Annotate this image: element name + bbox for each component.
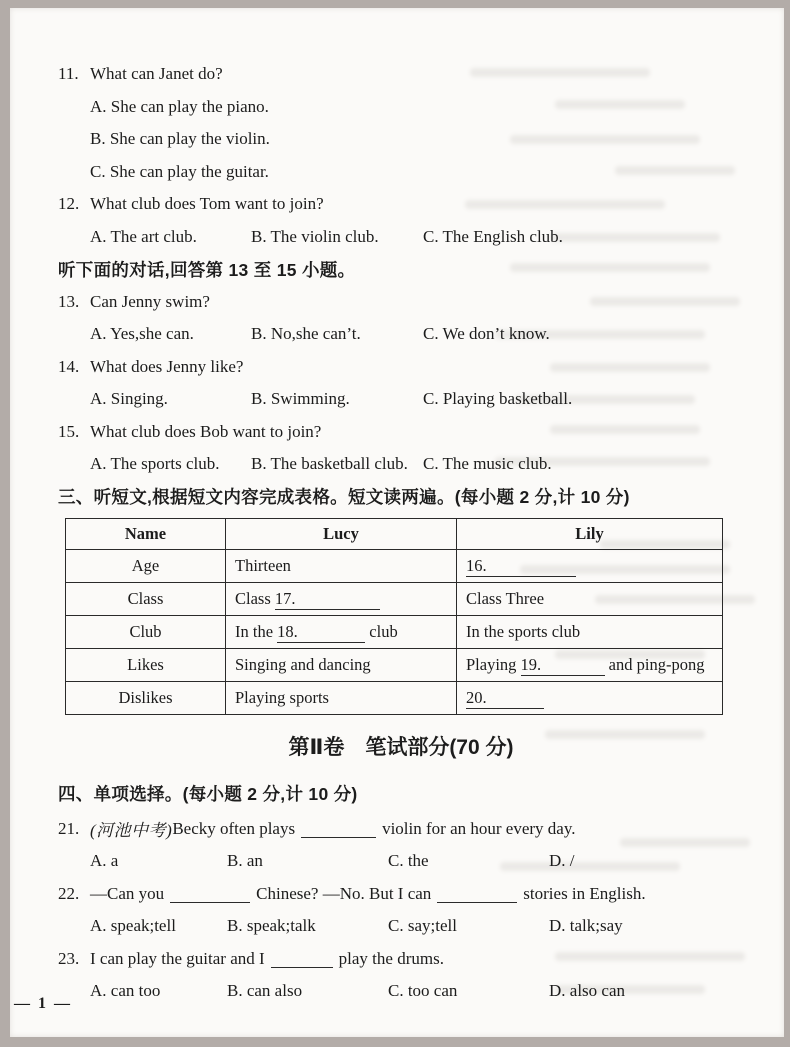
blank-20: 20. [466, 688, 544, 709]
question-23 [58, 943, 744, 976]
question-22-options [58, 910, 744, 943]
question-12 [58, 188, 744, 221]
blank-16: 16. [466, 556, 576, 577]
question-11-number: 11. [58, 64, 79, 84]
question-15 [58, 416, 744, 449]
question-13-number: 13. [58, 291, 80, 311]
section4-header: 四、单项选择。(每小题 2 分,计 10 分) [58, 783, 358, 804]
question-12-option-b: B. The violin club. [251, 226, 379, 246]
question-15-text: What club does Bob want to join? [90, 421, 322, 441]
likes-lily-post: and ping-pong [608, 654, 705, 674]
table-header-row [66, 519, 723, 550]
question-14 [58, 351, 744, 384]
question-23-option-a: A. can too [90, 981, 161, 1001]
question-23-option-c: C. too can [388, 981, 458, 1001]
question-21-options [58, 845, 744, 878]
dislikes-lucy-value: Playing sports [235, 688, 329, 707]
club-lily-cell [457, 616, 723, 649]
row-label-dislikes: Dislikes [66, 682, 226, 715]
table-row-likes [66, 649, 723, 682]
question-15-option-a: A. The sports club. [90, 454, 220, 474]
club-lucy-post: club [369, 621, 398, 641]
age-lucy-value: Thirteen [235, 556, 291, 575]
question-22-text-3: stories in English. [523, 883, 646, 903]
question-21 [58, 813, 744, 846]
class-lucy-pre: Class [235, 588, 271, 608]
question-13-option-a: A. Yes,she can. [90, 324, 194, 344]
likes-lily-pre: Playing [466, 654, 517, 674]
question-23-text-2: play the drums. [338, 948, 444, 968]
dislikes-lucy-cell [226, 682, 457, 715]
blank-line [271, 950, 333, 968]
question-21-option-c: C. the [388, 851, 429, 871]
blank-19: 19. [521, 655, 605, 676]
exam-page [10, 8, 784, 1037]
question-11-option-a: A. She can play the piano. [90, 96, 269, 116]
likes-lily-cell [457, 649, 723, 682]
table-row-class [66, 583, 723, 616]
class-lily-cell [457, 583, 723, 616]
row-label-likes: Likes [66, 649, 226, 682]
class-lucy-cell [226, 583, 457, 616]
table-header-name: Name [66, 519, 226, 550]
blank-17: 17. [275, 589, 380, 610]
question-12-option-a: A. The art club. [90, 226, 197, 246]
question-21-text-1: Becky often plays [172, 818, 296, 838]
question-12-number: 12. [58, 194, 80, 214]
question-22-text-1: —Can you [90, 883, 165, 903]
club-lucy-cell [226, 616, 457, 649]
question-22-option-c: C. say;tell [388, 916, 457, 936]
question-22-option-d: D. talk;say [549, 916, 623, 936]
question-13-option-c: C. We don’t know. [423, 324, 550, 344]
question-12-option-c: C. The English club. [423, 226, 563, 246]
row-label-class: Class [66, 583, 226, 616]
question-22-option-a: A. speak;tell [90, 916, 176, 936]
question-14-options [58, 383, 744, 416]
question-22-text-2: Chinese? —No. But I can [256, 883, 432, 903]
question-13 [58, 286, 744, 319]
question-11 [58, 58, 744, 91]
question-21-option-d: D. / [549, 851, 575, 871]
question-23-options [58, 975, 744, 1008]
table-row-club [66, 616, 723, 649]
table-header-lucy: Lucy [226, 519, 457, 550]
info-table [65, 518, 723, 715]
table-row-age [66, 550, 723, 583]
question-14-option-b: B. Swimming. [251, 389, 350, 409]
question-13-option-b: B. No,she can’t. [251, 324, 361, 344]
row-label-age: Age [66, 550, 226, 583]
page-number: — 1 — [14, 995, 72, 1012]
info-table-wrapper [65, 518, 744, 715]
listening-dialog-note: 听下面的对话,回答第 13 至 15 小题。 [58, 259, 356, 280]
question-23-option-b: B. can also [227, 981, 303, 1001]
question-12-text: What club does Tom want to join? [90, 194, 324, 214]
question-21-source-tag: (河池中考) [90, 821, 173, 841]
question-23-number: 23. [58, 948, 80, 968]
class-lily-value: Class Three [466, 589, 545, 608]
blank-line [170, 885, 250, 903]
question-12-options [58, 221, 744, 254]
blank-line [437, 885, 517, 903]
question-21-option-a: A. a [90, 851, 119, 871]
question-15-option-c: C. The music club. [423, 454, 552, 474]
question-22-option-b: B. speak;talk [227, 916, 316, 936]
question-11-option-c: C. She can play the guitar. [90, 161, 269, 181]
club-lucy-pre: In the [235, 621, 274, 641]
age-lily-cell [457, 550, 723, 583]
question-21-text-2: violin for an hour every day. [382, 818, 576, 838]
blank-line [301, 820, 376, 838]
dislikes-lily-cell [457, 682, 723, 715]
question-14-text: What does Jenny like? [90, 356, 244, 376]
question-21-option-b: B. an [227, 851, 263, 871]
question-14-option-a: A. Singing. [90, 389, 168, 409]
question-22 [58, 878, 744, 911]
question-14-option-c: C. Playing basketball. [423, 389, 573, 409]
blank-18: 18. [277, 622, 365, 643]
age-lucy-cell [226, 550, 457, 583]
question-11-option-b: B. She can play the violin. [90, 129, 270, 149]
question-23-option-d: D. also can [549, 981, 626, 1001]
table-row-dislikes [66, 682, 723, 715]
question-23-text-1: I can play the guitar and I [90, 948, 265, 968]
question-14-number: 14. [58, 356, 80, 376]
likes-lucy-cell [226, 649, 457, 682]
question-13-options [58, 318, 744, 351]
question-11-text: What can Janet do? [90, 64, 223, 84]
question-15-option-b: B. The basketball club. [251, 454, 408, 474]
question-21-number: 21. [58, 818, 80, 838]
section3-header: 三、听短文,根据短文内容完成表格。短文读两遍。(每小题 2 分,计 10 分) [58, 487, 630, 508]
likes-lucy-value: Singing and dancing [235, 655, 371, 674]
table-header-lily: Lily [457, 519, 723, 550]
question-22-number: 22. [58, 883, 80, 903]
part2-title: 第Ⅱ卷 笔试部分(70 分) [288, 736, 514, 759]
question-13-text: Can Jenny swim? [90, 291, 210, 311]
row-label-club: Club [66, 616, 226, 649]
question-15-options [58, 448, 744, 481]
question-15-number: 15. [58, 421, 80, 441]
club-lily-value: In the sports club [466, 622, 581, 641]
